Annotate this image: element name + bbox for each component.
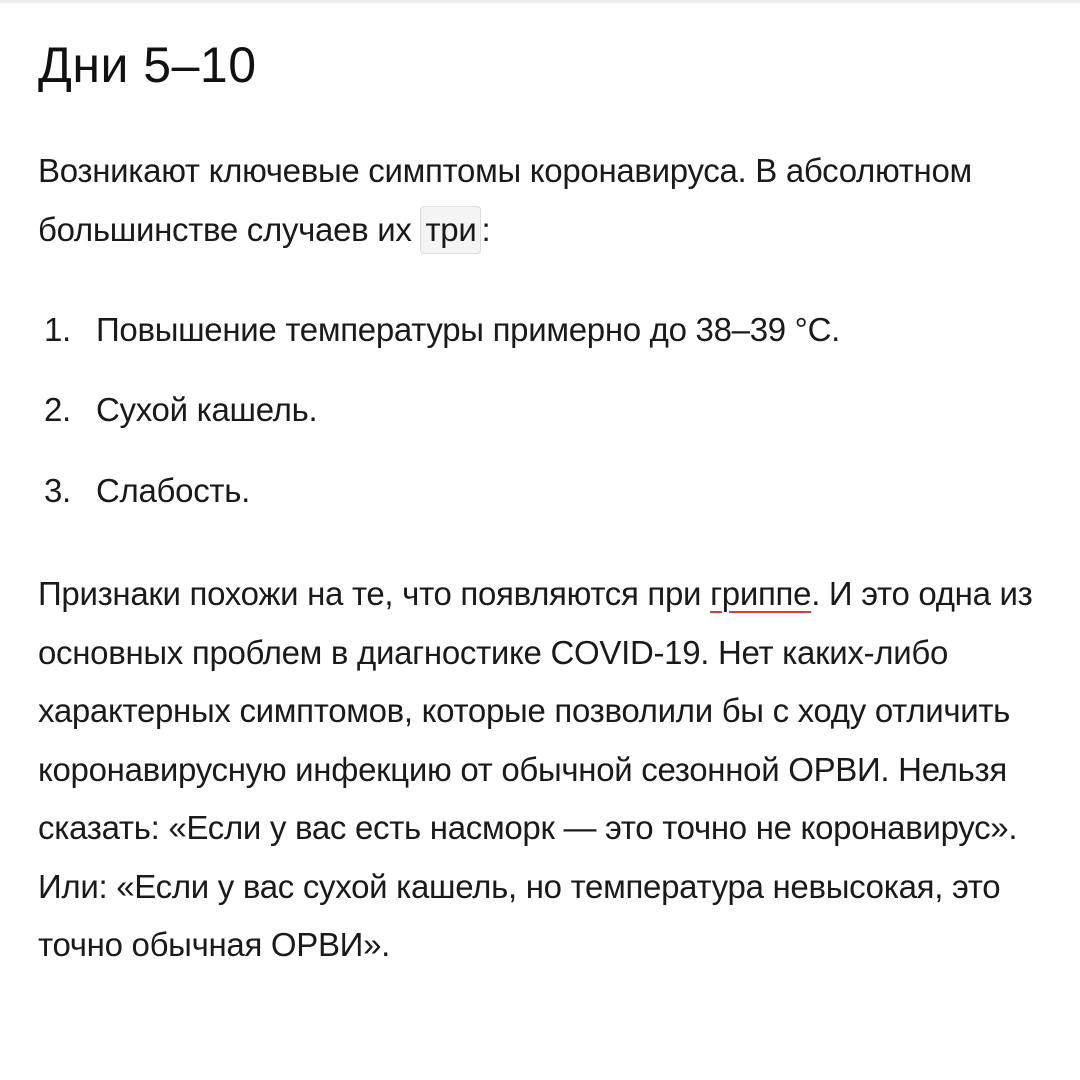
top-divider (0, 0, 1080, 3)
list-text: Слабость. (96, 472, 250, 509)
spellcheck-word: гриппе (710, 575, 812, 612)
list-number: 2. (44, 391, 71, 428)
list-text: Повышение температуры примерно до 38–39 °С. (96, 311, 840, 348)
list-number: 1. (44, 311, 71, 348)
body-text-start: Признаки похожи на те, что появляются при (38, 575, 711, 612)
list-number: 3. (44, 472, 71, 509)
intro-text: Возникают ключевые симптомы коронавируса. В абсолютном большинстве случаев их (38, 152, 972, 248)
body-text-rest: . И это одна из основных проблем в диагностике COVID-19. Нет каких-либо характерных симптомов, которые позволили бы с ходу отличить коронавирусную инфекцию от обычной сезонной ОРВИ. Нельзя сказать: «Если у вас есть насморк — это точно не коронавирус». Или: «Если у вас сухой кашель, но температура невысокая, это точно обычная ОРВИ». (38, 575, 1033, 963)
intro-colon: : (481, 210, 491, 248)
intro-paragraph (38, 142, 1048, 259)
list-text: Сухой кашель. (96, 391, 318, 428)
highlighted-word: три (420, 206, 481, 254)
section-heading: Дни 5–10 (38, 37, 257, 93)
body-paragraph (38, 565, 1048, 975)
